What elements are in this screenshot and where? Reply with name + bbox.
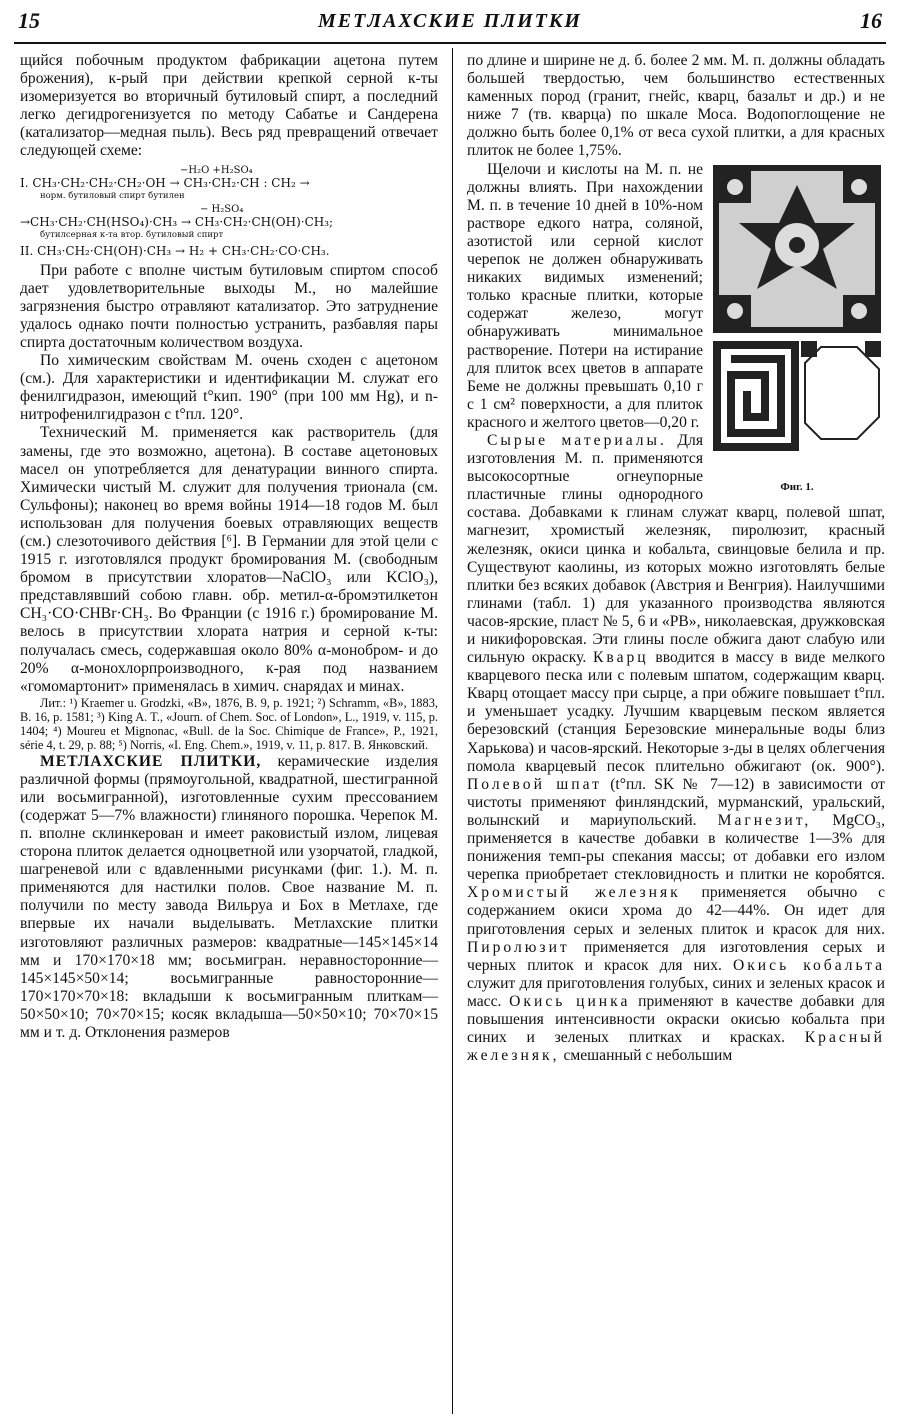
paragraph: Технический М. применяется как растворитель (для замены, где это возможно, ацетона). В составе ацетоновых масел он употребляется для денатурации винного спирта. Химически чистый М. служит для получения трионала (см. Сульфоны); наконец во время войны 1914—18 годов М. был использован для получения боевых отравляющих веществ (см.) слезоточивого действия [⁶]. В Германии для этой цели с 1915 г. изготовлялся продукт бромирования М. (свободным бромом в присутствии хлоратов—NaClO₃ или KClO₃), представлявший собою главн. обр. метил-α-бромэтилкетон CH₃·CO·CHBr·CH₃. Во Франции (с 1916 г.) бромирование М. велось в присутствии хлората натрия и серной к-ты: получалась смесь, содержавшая около 80% α-монобром- и до 20% α-монохлорпроизводного, к-рая под названием «гомомартонит» применялась в химич. снарядах и минах. (20, 424, 438, 695)
reaction-scheme (20, 164, 438, 258)
page-header (18, 8, 882, 38)
right-page-number: 16 (860, 8, 882, 33)
paragraph: по длине и ширине не д. б. более 2 мм. М. п. должны обладать большей твердостью, чем большинство естественных каменных пород (гранит, гнейс, кварц, базальт и др.) и не ниже 7 (тв. кварца) по шкале Моса. Водопоглощение не должно быть более 0,1% от веса сухой плитки, а для красных плиток не более 1,75%. (467, 52, 885, 160)
paragraph: керамические изделия различной формы (прямоугольной, квадратной, шестигранной или восьмигранной), изготовленные сухим прессованием (содержат 5—7% влажности) глиняного порошка. Черепок М. п. вполне склинкерован и имеет раковистый излом, лицевая сторона плиток делается одноцветной или узорчатой, гладкой, шагреневой или с вдавленными рисунками (фиг. 1.). М. п. применяются для настилки полов. Свое название М. п. получили по месту завода Вильруа и Бох в Метлахе, где впервые их начали выделывать. Метлахские плитки изготовляют различных размеров: квадратные—145×145×14 мм и 170×170×18 мм; восьмигран. неравносторонние—145×145×50×14; восьмигранные равносторонние—170×170×70×18: вкладыши к восьмигранным плиткам—50×50×10; 70×70×15; косяк вкладыша—50×50×10; 70×70×15 мм и т. д. Отклонения размеров (20, 752, 439, 1042)
scheme-line-2-labels: бутилсерная к-та втор. бутиловый спирт (40, 229, 224, 240)
scheme-line-3: II. CH₃·CH₂·CH(OH)·CH₃ → H₂ + CH₃·CH₂·CO·CH₃. (20, 243, 330, 258)
section-heading: Сырые материалы. (487, 431, 667, 449)
scheme-line-2: →CH₃·CH₂·CH(HSO₄)·CH₃ → CH₃·CH₂·CH(OH)·CH₃; (20, 214, 334, 229)
article-start (20, 753, 438, 1043)
paragraph: Щелочи и кислоты на М. п. не должны влиять. При нахождении М. п. в течение 10 дней в 10%-ном растворе едкого натра, соляной, азотистой или серной кислот черепок не должен обнаруживать никаких видимых изменений; только красные плитки, которые содержат железо, могут обнаруживать минимальное растворение. Потери на истирание для плиток всех цветов в аппарате Беме не должны превышать 0,10 г с 1 см² поверхности, а для плиток красного и желтого цветов—0,20 г. (467, 160, 703, 431)
scheme-line-1-reagents: −H₂O +H₂SO₄ (180, 164, 253, 176)
right-column (467, 52, 885, 1065)
term-heading: Окись цинка (509, 992, 631, 1010)
article-headword: МЕТЛАХСКИЕ ПЛИТКИ, (40, 752, 262, 770)
paragraph: щийся побочным продуктом фабрикации ацетона путем брожения), к-рый при действии крепкой серной к-ты изомеризуется во вторичный бутиловый спирт, а последний легко дегидрогенизуется по методу Сабатье и Сандерена (катализатор—медная пыль). Весь ряд превращений отвечает следующей схеме: (20, 52, 438, 160)
scheme-line-1-labels: норм. бутиловый спирт бутилен (40, 190, 185, 201)
paragraph: По химическим свойствам М. очень сходен с ацетоном (см.). Для характеристики и идентификации М. служат его фенилгидразон, имеющий t°кип. 190° (при 100 мм Hg), и n-нитрофенилгидразон с t°пл. 120°. (20, 352, 438, 424)
left-column (20, 52, 438, 1042)
scheme-line-1: I. CH₃·CH₂·CH₂·CH₂·OH → CH₃·CH₂·CH : CH₂ → (20, 175, 310, 190)
header-rule (14, 42, 886, 44)
term-heading: Пиролюзит (467, 938, 570, 956)
paragraph: При работе с вполне чистым бутиловым спиртом способ дает удовлетворительные выходы М., но малейшие загрязнения быстро отравляют катализатор. Это затруднение удалось однако почти полностью устранить, разбавляя пары спирта достаточным количеством воздуха. (20, 261, 438, 351)
term-heading: Красный железняк, (467, 1029, 885, 1065)
figure-caption: Фиг. 1. (780, 480, 814, 493)
tile-patterns-image (709, 165, 885, 471)
figure-1 (709, 165, 885, 496)
term-heading: Кварц (593, 649, 649, 667)
term-heading: Хромистый железняк (467, 884, 681, 902)
term-heading: Окись кобальта (732, 956, 885, 974)
paragraph: Сырые материалы. Для изготовления М. п. применяются высокосортные огнеупорные пластичные глины однородного состава. Добавками к глинам служат кварц, полевой шпат, магнезит, хромистый железняк, пиролюзит, красный железняк, окиси цинка и кобальта, свинцовые белила и пр. Существуют каолины, из которых можно изготовлять белые плитки без всяких добавок (Австрия и Венгрия). Наилучшими глинами (табл. 1) для указанного производства являются часов-ярские, пласт № 5, 6 и «РВ», николаевская, дружковская и никифоровская. Эти глины после обжига дают слабую или сильную окраску. Кварц вводится в массу в виде мелкого кварцевого песка или с полевым шпатом, содержащим кварц. Кварц отощает массу при сырце, а при обжиге повышает t°пл. и уменьшает усадку. Лучшим кварцевым песком является березовский (станция Березовские минеральные воды близ Харькова) и часов-ярский. Некоторые з-ды в целях облегчения помола кварцевый песок плительно обжигают (ок. 900°). Полевой шпат (t°пл. SK № 7—12) в зависимости от чистоты применяют финляндский, мурманский, уральский, волынский и мариупольский. Магнезит, MgCO₃, применяется в качестве добавки в количестве 1—3% для понижения темп-ры спекания массы; от добавки его излом черепка приобретает стекловидность и плитки не коробятся. Хромистый железняк применяется обычно с содержанием окиси хрома до 42—44%. Он идет для приготовления серых и зеленых плиток и красок для них. Пиролюзит применяется для изготовления серых и черных плиток и красок для них. Окись кобальта служит для приготовления голубых, синих и зеленых красок и масс. Окись цинка применяют в качестве добавки для повышения интенсивности окраски окисью кобальта при синих и зеленых плитках и красках. Красный железняк, смешанный с небольшим (467, 431, 885, 1065)
running-title: МЕТЛАХСКИЕ ПЛИТКИ (318, 10, 582, 32)
left-page-number: 15 (18, 8, 40, 33)
scheme-line-2-reagents: − H₂SO₄ (200, 203, 244, 215)
literature-references: Лит.: ¹) Kraemer u. Grodzki, «B», 1876, B. 9, p. 1921; ²) Schramm, «B», 1883, B. 16, p. 1581; ³) King A. T., «Journ. of Chem. Soc. of London», L., 1919, v. 115, p. 1404; ⁴) Moureu et Mignonac, «Bull. de la Soc. Chimique de France», P., 1921, série 4, t. 29, p. 88; ⁵) Norris, «I. Eng. Chem.», 1919, v. 11, p. 817. В. Янковский. (20, 695, 438, 753)
term-heading: Полевой шпат (467, 775, 602, 793)
term-heading: Магнезит, (717, 811, 812, 829)
column-divider (452, 48, 453, 1414)
